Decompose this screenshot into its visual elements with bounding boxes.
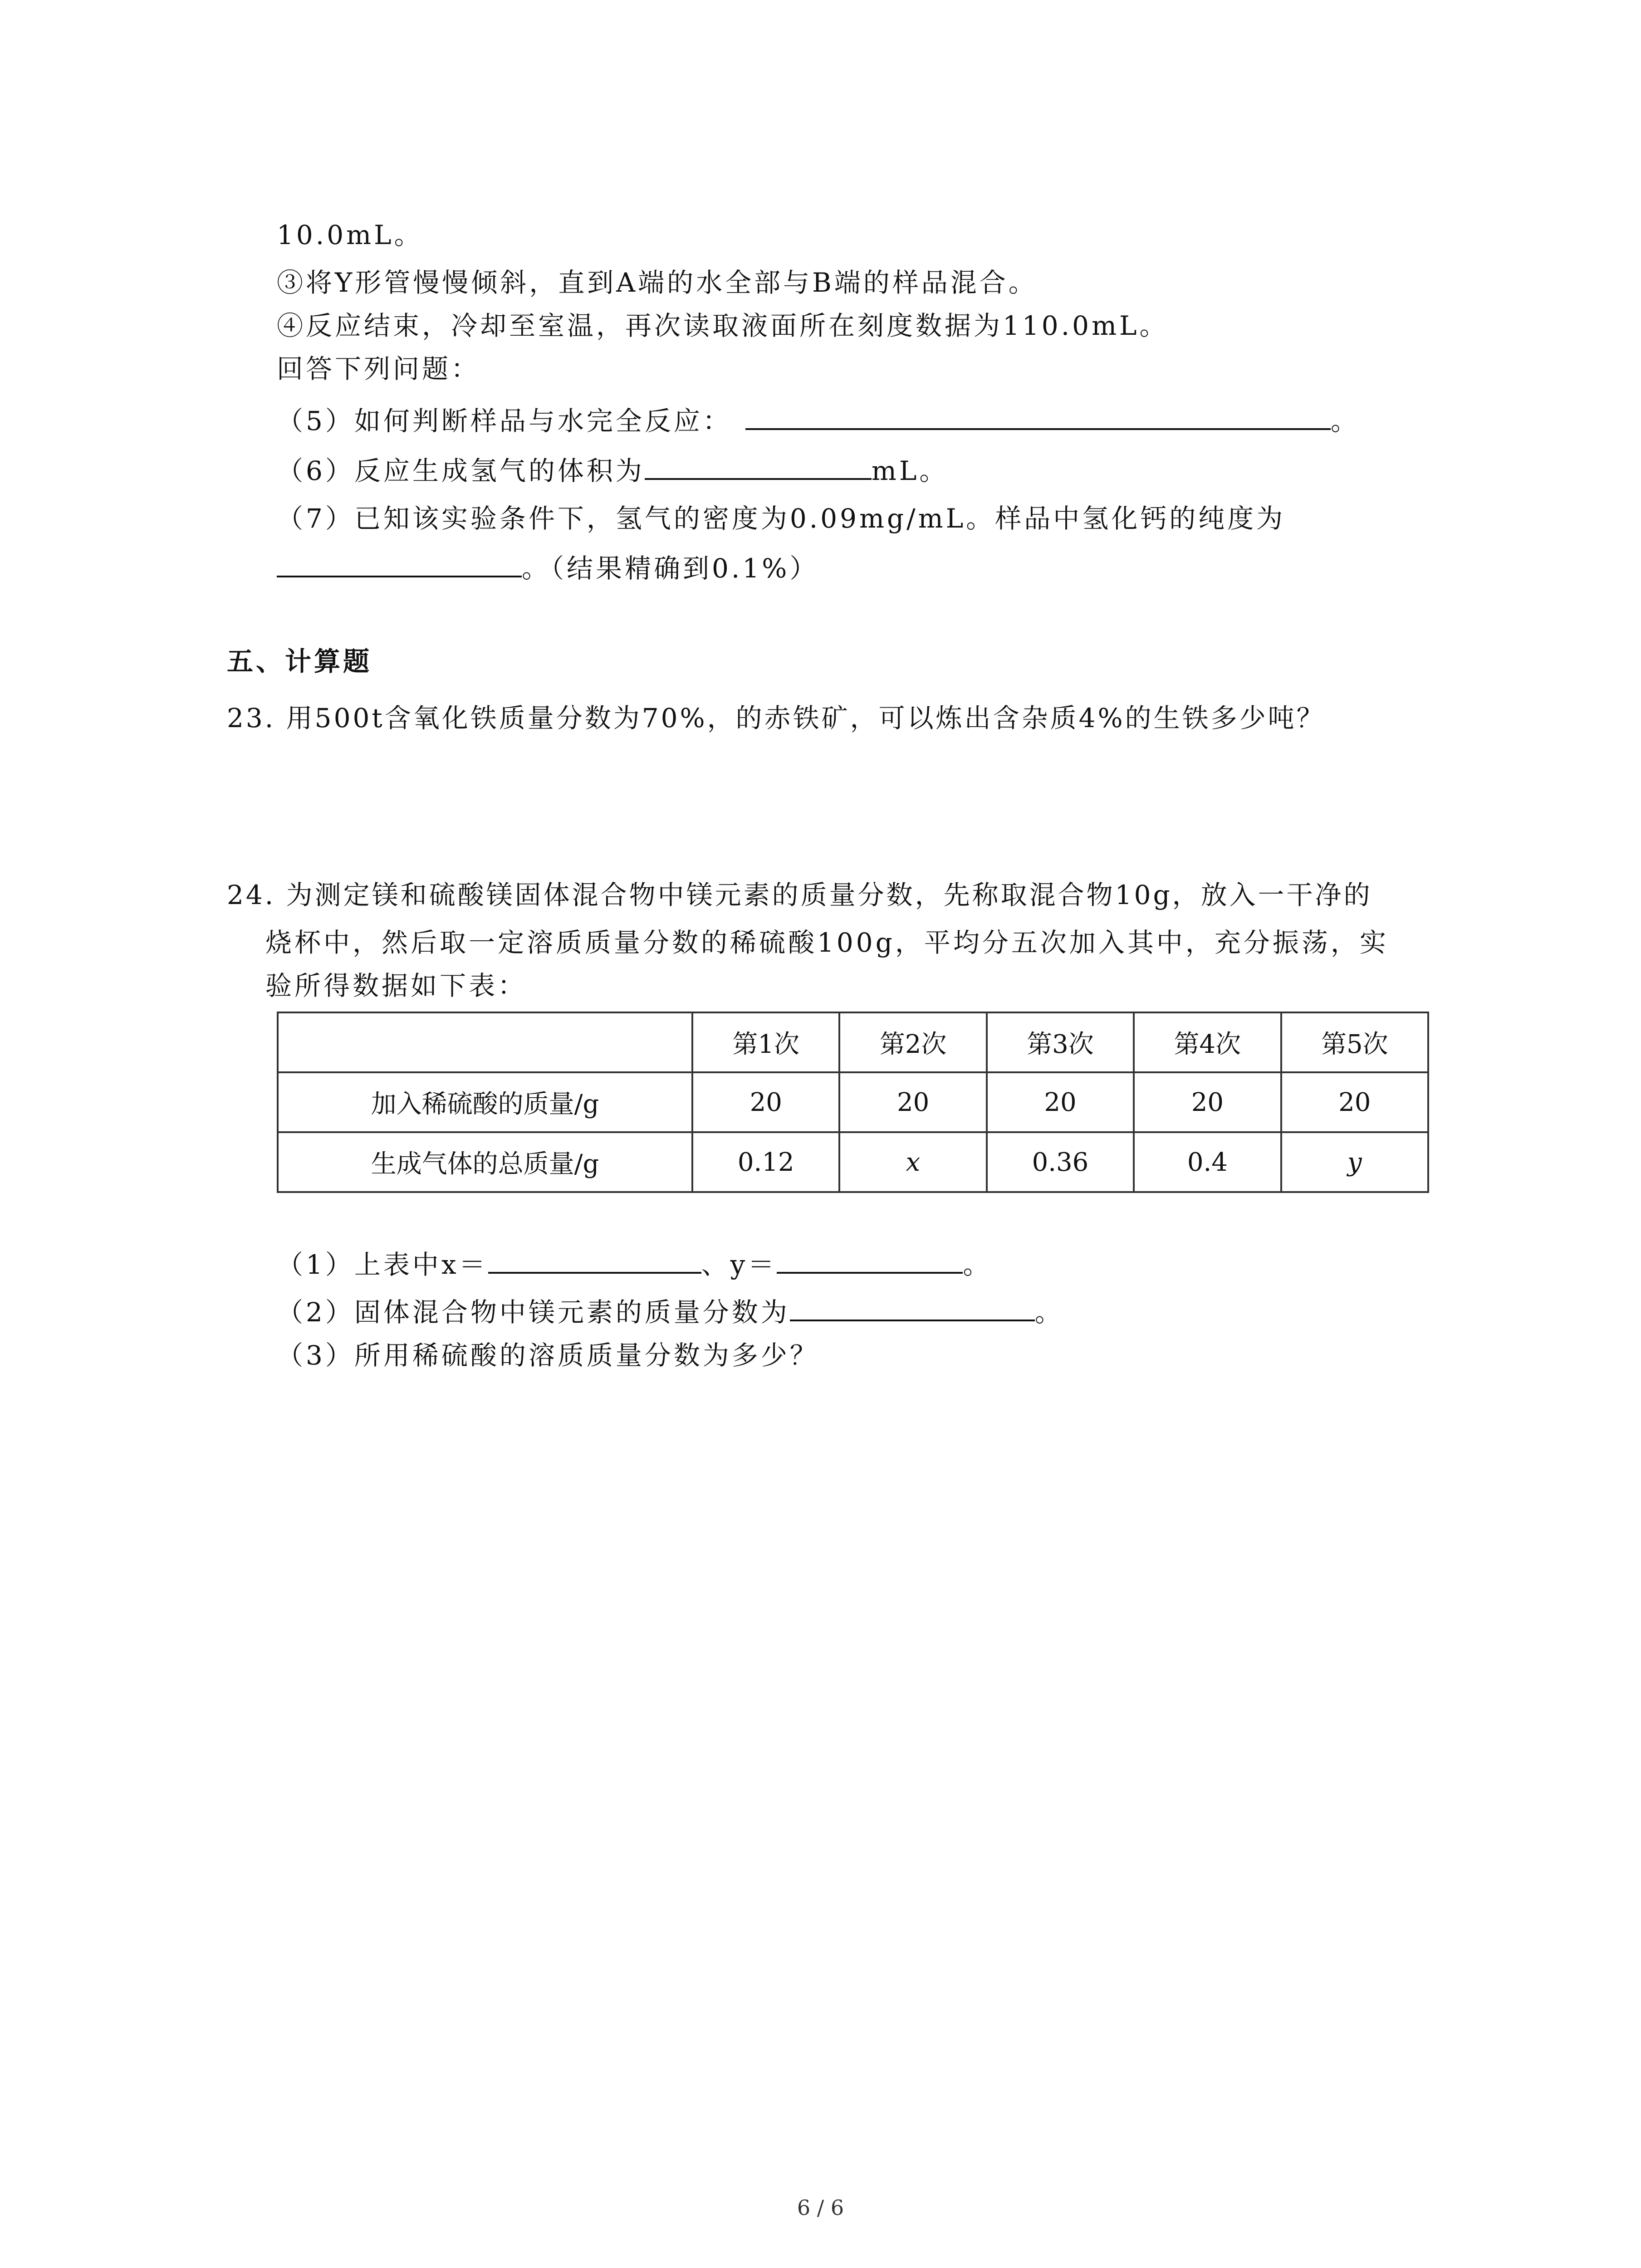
table-cell: 0.4	[1134, 1132, 1281, 1192]
table-cell: 生成气体的总质量/g	[278, 1132, 692, 1192]
table-cell: x	[839, 1132, 986, 1192]
question-24-line-1: 24. 为测定镁和硫酸镁固体混合物中镁元素的质量分数，先称取混合物10g，放入一干净的	[227, 880, 1372, 910]
sub-question-1-text: （1）上表中x＝	[277, 1249, 488, 1280]
question-5-end: 。	[1330, 406, 1360, 436]
answer-blank-5[interactable]	[745, 405, 1331, 430]
text-line: 10.0mL。	[277, 220, 423, 250]
answer-blank-mg-fraction[interactable]	[790, 1296, 1035, 1321]
question-5-text: （5）如何判断样品与水完全反应：	[277, 406, 732, 436]
sub-question-1-end: 。	[963, 1249, 992, 1280]
step-4-line: ④反应结束，冷却至室温，再次读取液面所在刻度数据为110.0mL。	[277, 310, 1169, 341]
instruction-line: 回答下列问题：	[277, 353, 480, 384]
question-5	[277, 399, 1360, 443]
table-cell: y	[1281, 1132, 1428, 1192]
question-7-end: 。（结果精确到0.1%）	[522, 553, 819, 584]
table-row	[278, 1132, 1428, 1192]
sub-question-1-mid: 、y＝	[701, 1249, 777, 1280]
question-24-line-3: 验所得数据如下表：	[265, 970, 527, 1001]
question-23: 23. 用500t含氧化铁质量分数为70%，的赤铁矿，可以炼出含杂质4%的生铁多少吨？	[227, 703, 1325, 733]
sub-question-2-text: （2）固体混合物中镁元素的质量分数为	[277, 1297, 790, 1328]
question-24-line-2: 烧杯中，然后取一定溶质质量分数的稀硫酸100g，平均分五次加入其中，充分振荡，实	[265, 927, 1389, 958]
table-cell: 20	[1281, 1072, 1428, 1132]
question-7: （7）已知该实验条件下，氢气的密度为0.09mg/mL。样品中氢化钙的纯度为	[277, 503, 1286, 534]
table-header-cell: 第2次	[839, 1012, 986, 1072]
table-cell: 0.36	[987, 1132, 1134, 1192]
question-6-text: （6）反应生成氢气的体积为	[277, 455, 645, 486]
question-6	[277, 449, 948, 493]
question-7-cont	[277, 547, 818, 590]
table-header-cell: 第5次	[1281, 1012, 1428, 1072]
page-number: 6 / 6	[797, 2195, 844, 2220]
sub-question-3: （3）所用稀硫酸的溶质质量分数为多少？	[277, 1340, 819, 1371]
question-6-end: mL。	[871, 455, 949, 486]
table-header-cell: 第3次	[987, 1012, 1134, 1072]
table-cell: 20	[839, 1072, 986, 1132]
answer-blank-x[interactable]	[488, 1248, 701, 1274]
answer-blank-7[interactable]	[277, 552, 522, 577]
table-cell: 0.12	[692, 1132, 839, 1192]
table-cell: 加入稀硫酸的质量/g	[278, 1072, 692, 1132]
step-3-line: ③将Y形管慢慢倾斜，直到A端的水全部与B端的样品混合。	[277, 267, 1038, 298]
table-header-cell: 第1次	[692, 1012, 839, 1072]
table-cell: 20	[692, 1072, 839, 1132]
table-header-row	[278, 1012, 1428, 1072]
table-row	[278, 1072, 1428, 1132]
sub-question-2-end: 。	[1034, 1297, 1064, 1328]
table-header-cell: 第4次	[1134, 1012, 1281, 1072]
table-header-cell	[278, 1012, 692, 1072]
answer-blank-6[interactable]	[645, 455, 872, 480]
section-title: 五、计算题	[227, 646, 372, 677]
sub-question-2	[277, 1290, 1064, 1334]
table-cell: 20	[987, 1072, 1134, 1132]
answer-blank-y[interactable]	[777, 1248, 963, 1274]
table-cell: 20	[1134, 1072, 1281, 1132]
data-table	[277, 1012, 1429, 1193]
sub-question-1	[277, 1243, 992, 1286]
